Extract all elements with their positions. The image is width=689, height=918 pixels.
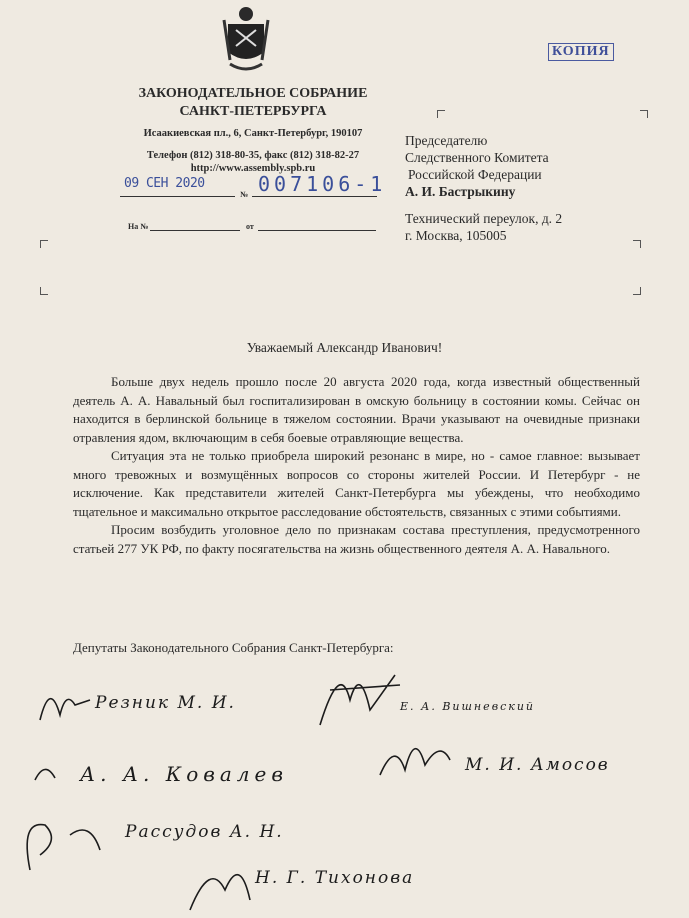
org-name-line2: САНКТ-ПЕТЕРБУРГА [179,104,327,119]
signature-rassudov: Рассудов А. Н. [125,822,284,842]
recipient-line3: Российской Федерации [408,167,542,182]
corner-mark [633,240,641,248]
signature-tikhonova: Н. Г. Тихонова [255,868,415,888]
number-label: № [240,190,249,199]
number-line [252,196,377,197]
letter-body [73,373,640,558]
recipient-name: А. И. Бастрыкину [405,184,516,199]
org-address: Исаакиевская пл., 6, Санкт-Петербург, 190107 [143,128,363,139]
org-phone: Телефон (812) 318-80-35, факс (812) 318-82-27 [146,150,360,161]
signature-mark [190,875,250,910]
signature-amosov: М. И. Амосов [465,755,610,775]
greeting: Уважаемый Александр Иванович! [246,340,443,355]
org-website: http://www.assembly.spb.ru [190,163,316,174]
corner-mark [437,110,445,118]
number-stamp: 007106-1 [258,172,387,196]
date-stamp: 09 СЕН 2020 [124,176,205,191]
signature-kovalev: А. А. Ковалев [80,762,289,786]
corner-mark [40,240,48,248]
date-line [120,196,235,197]
from-label: от [246,222,254,231]
coat-of-arms-logo [222,4,270,74]
paragraph: Больше двух недель прошло после 20 августа 2020 года, когда известный общественный деятель А. А. Навальный был госпитализирован в омскую больницу в состоянии комы. Сейчас он находится в берлинской больнице в тяжелом состоянии. Врачи указывают на очевидные признаки отравления ядом, включающим в себя боевые отравляющие вещества. [73,374,640,445]
paragraph: Ситуация эта не только приобрела широкий резонанс в мире, но - самое главное: вызывает много тревожных и возмущённых вопросов со стороны жителей России. И Петербург - не исключение. Как представители жителей Санкт-Петербурга мы убеждены, что необходимо тщательное и максимально открытое расследование обстоятельств, связанных с этими событиями. [73,448,640,519]
reply-line [150,230,240,231]
from-line [258,230,376,231]
signature-mark [40,699,90,720]
signature-mark [27,825,100,870]
corner-mark [640,110,648,118]
org-name-line1: ЗАКОНОДАТЕЛЬНОЕ СОБРАНИЕ [138,86,368,101]
recipient-street: Технический переулок, д. 2 [405,211,563,226]
signature-mark [320,675,400,725]
corner-mark [40,287,48,295]
signature-mark [380,749,450,775]
recipient-line2: Следственного Комитета [405,150,549,165]
signature-reznik: Резник М. И. [95,693,236,713]
signature-mark [35,769,55,780]
recipient-line1: Председателю [405,133,488,148]
signature-vishnevsky: Е. А. Вишневский [400,700,535,713]
recipient-city: г. Москва, 105005 [405,228,507,243]
reply-label: На № [128,222,149,231]
signatories-heading: Депутаты Законодательного Собрания Санкт-Петербурга: [73,640,394,655]
corner-mark [633,287,641,295]
paragraph: Просим возбудить уголовное дело по признакам состава преступления, предусмотренного статьей 277 УК РФ, по факту посягательства на жизнь общественного деятеля А. А. Навального. [73,522,640,556]
copy-stamp: КОПИЯ [548,43,614,61]
